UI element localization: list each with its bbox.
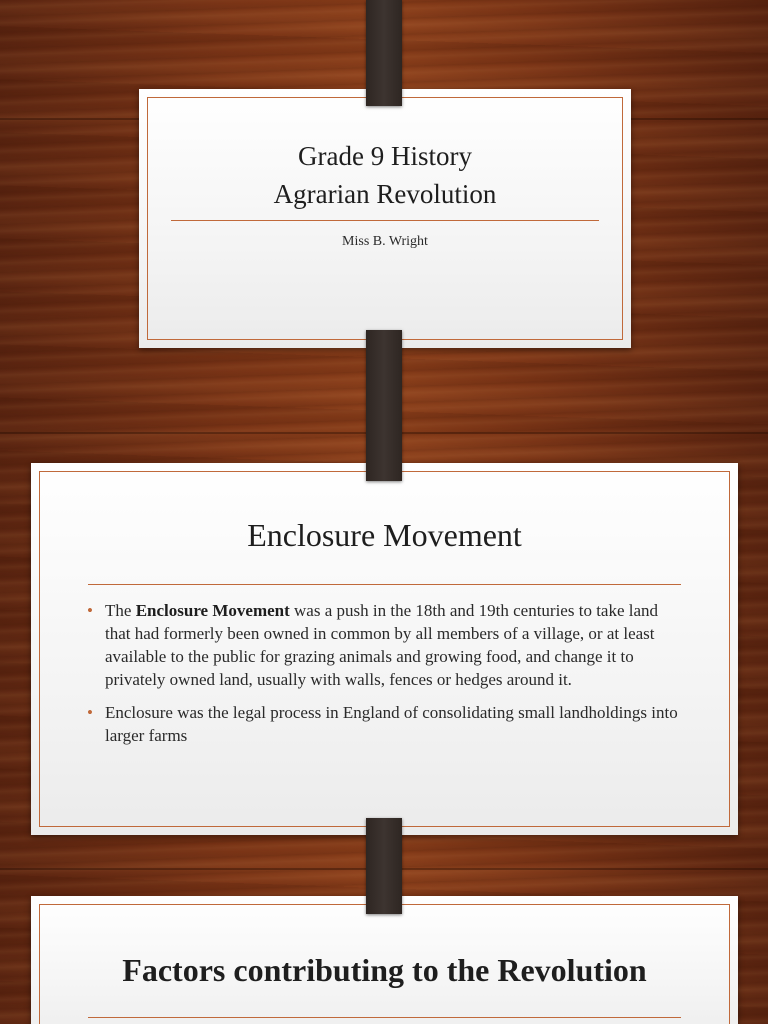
slide-author: Miss B. Wright xyxy=(342,234,428,249)
heading-divider xyxy=(88,1017,681,1018)
slide-title-line-1: Grade 9 History xyxy=(298,141,472,171)
bullet-item xyxy=(87,701,682,747)
slide-heading: Factors contributing to the Revolution xyxy=(122,952,647,988)
slide-title-line-2: Agrarian Revolution xyxy=(273,179,497,209)
bullet-bold-term: Enclosure Movement xyxy=(135,601,290,620)
hanging-strap xyxy=(366,0,402,106)
bullet-text: Enclosure was the legal process in England of consolidating small landholdings into larger farms xyxy=(105,703,678,745)
bullet-text-body: was a push in the 18th and 19th centuries to take land that had formerly been owned in common by all members of a village, or at least available to the public for grazing animals and growing food, and change it to privately owned land, usually with walls, fences or hedges around it. xyxy=(105,601,659,689)
slide-border xyxy=(147,97,623,340)
title-slide[interactable] xyxy=(139,89,631,348)
hanging-strap xyxy=(366,330,402,481)
bullet-text-prefix: The xyxy=(105,601,136,620)
heading-divider xyxy=(88,584,681,585)
bullet-icon: • xyxy=(87,703,93,722)
title-divider xyxy=(171,220,599,221)
hanging-strap xyxy=(366,818,402,914)
slide-heading: Enclosure Movement xyxy=(247,517,522,553)
enclosure-movement-slide[interactable] xyxy=(31,463,738,835)
bullet-icon: • xyxy=(87,601,93,620)
bullet-list xyxy=(87,599,682,757)
bullet-item xyxy=(87,599,682,691)
factors-slide[interactable] xyxy=(31,896,738,1024)
